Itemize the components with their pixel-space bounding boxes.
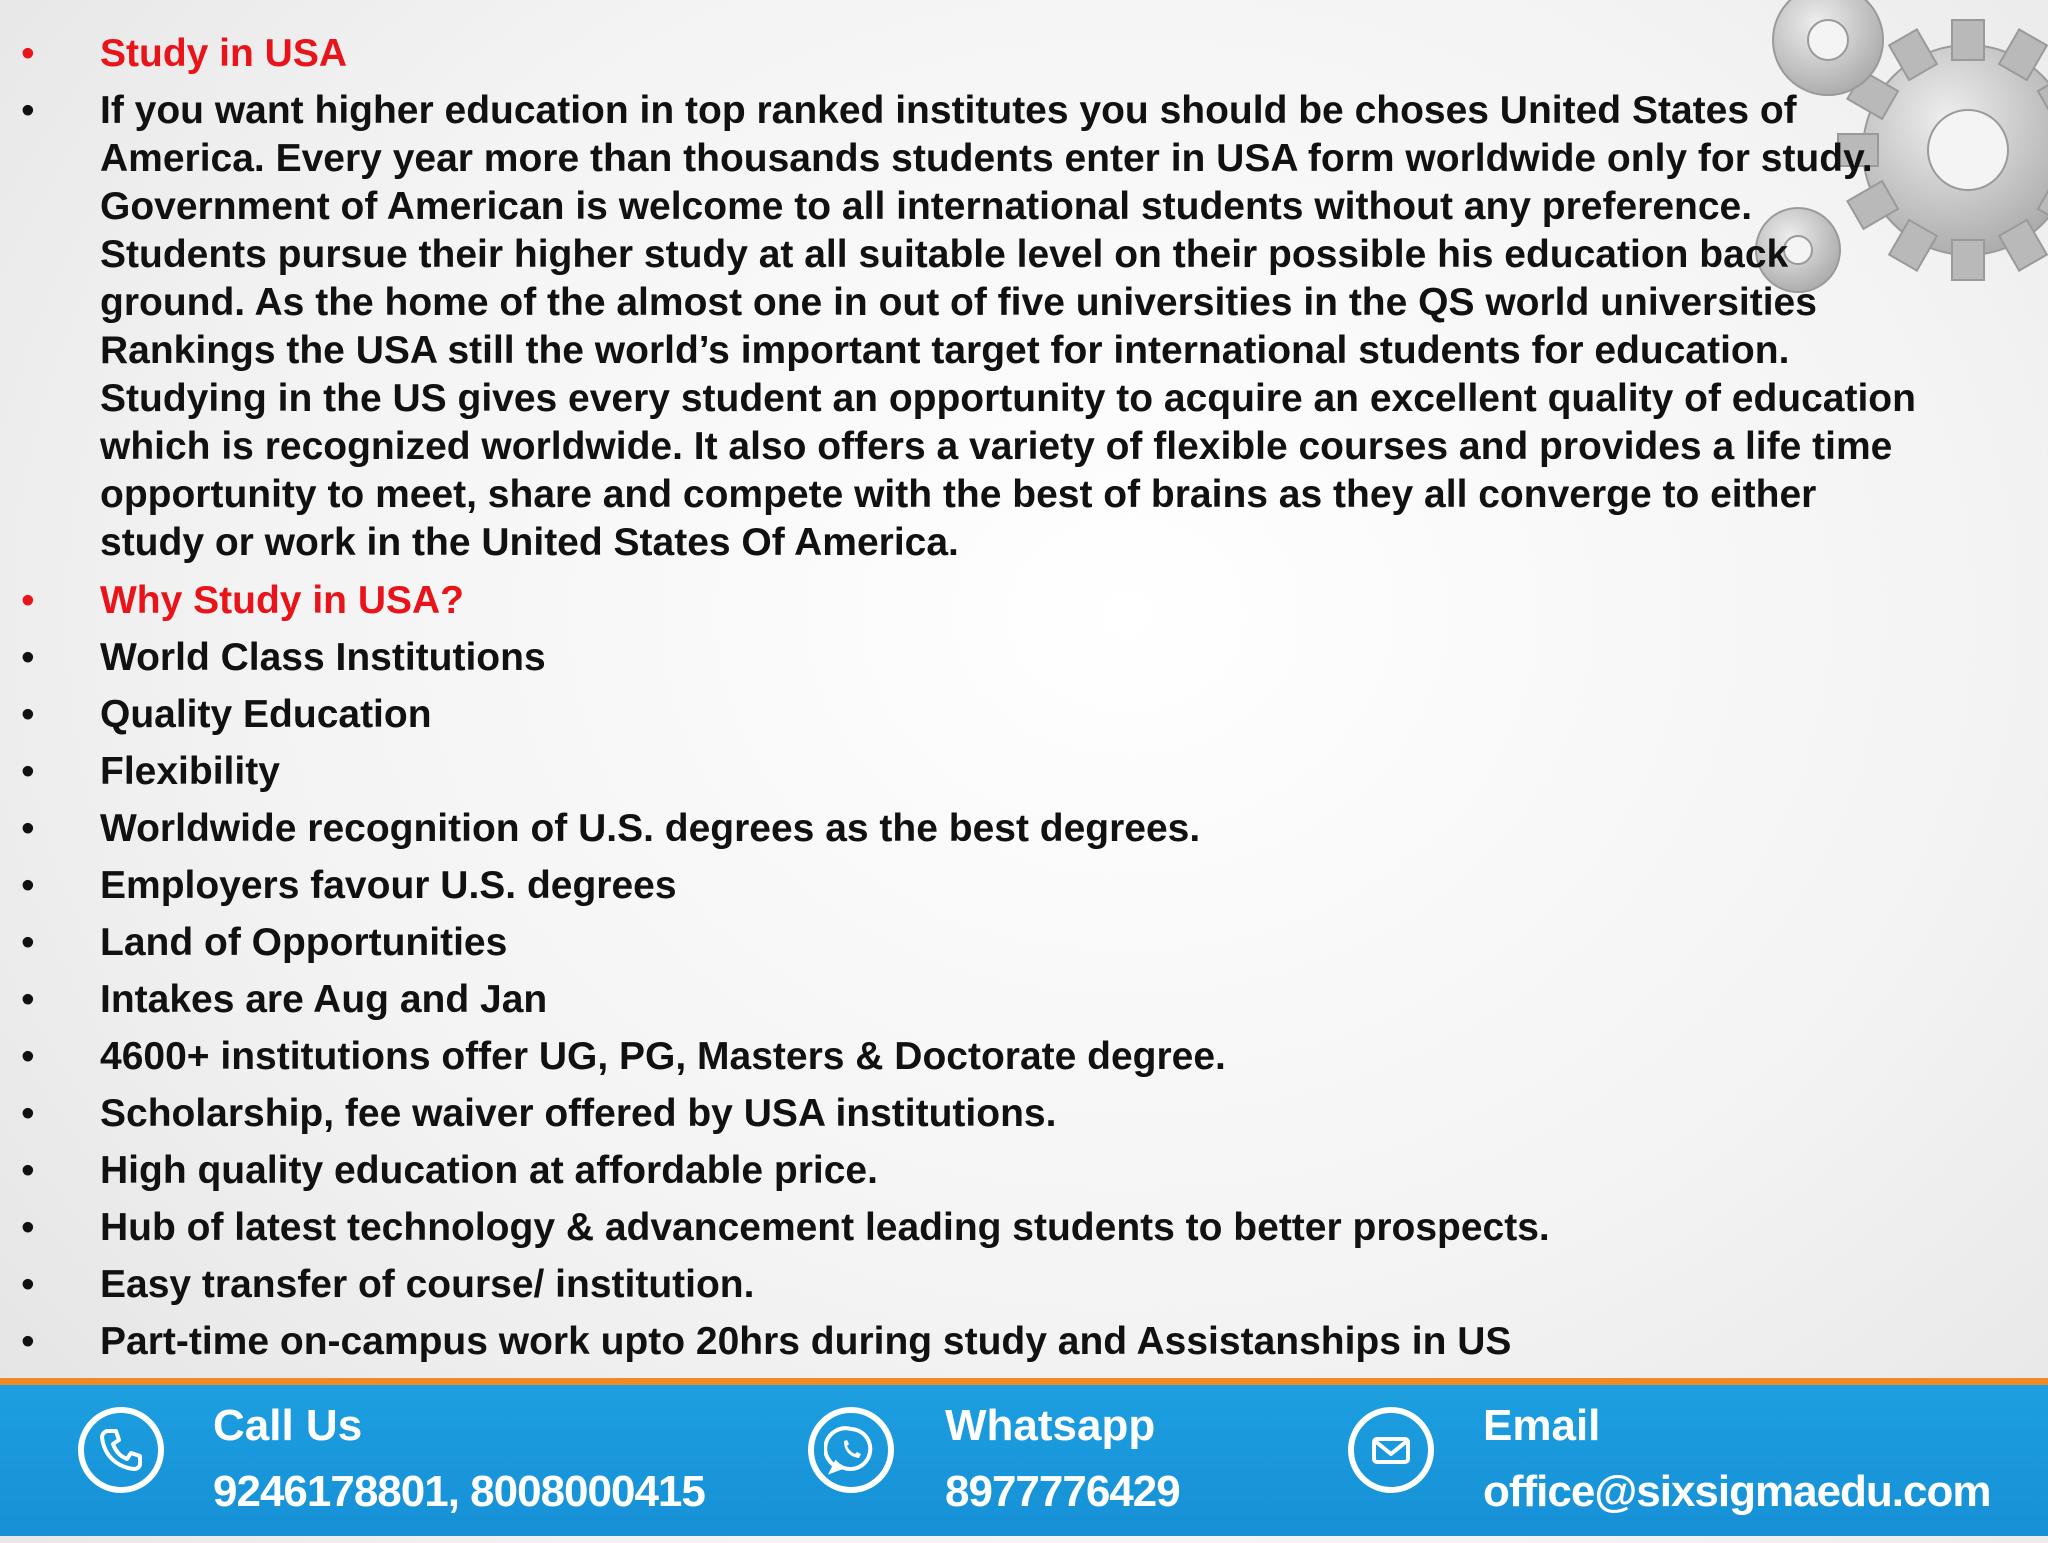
list-item: • Hub of latest technology & advancement leading students to better prospects. — [0, 1204, 1920, 1252]
list-item: • High quality education at affordable price. — [0, 1147, 1920, 1195]
list-item: • Quality Education — [0, 691, 1920, 739]
phone-icon — [78, 1407, 164, 1493]
list-item: • 4600+ institutions offer UG, PG, Masters & Doctorate degree. — [0, 1033, 1920, 1081]
list-item: • Flexibility — [0, 748, 1920, 796]
intro-paragraph: • If you want higher education in top ranked institutes you should be choses United States of America. Every year more than thousands students enter in USA form worldwide only for study. Government of American is welcome to all international students without any preference. Students pursue their higher study at all suitable level on their possible his education back ground. As the home of the almost one in out of five universities in the QS world universities Rankings the USA still the world’s important target for international students for education. Studying in the US gives every student an opportunity to acquire an excellent quality of education which is recognized worldwide. It also offers a variety of flexible courses and provides a life time opportunity to meet, share and compete with the best of brains as they all converge to either study or work in the United States Of America. — [0, 87, 1920, 567]
section-heading: • Study in USA — [0, 30, 1920, 78]
email-address[interactable]: office@sixsigmaedu.com — [1483, 1467, 1991, 1516]
list-item: • Intakes are Aug and Jan — [0, 976, 1920, 1024]
list-item: • Employers favour U.S. degrees — [0, 862, 1920, 910]
list-item: • Easy transfer of course/ institution. — [0, 1261, 1920, 1309]
whatsapp-icon — [808, 1407, 894, 1493]
list-item: • Scholarship, fee waiver offered by USA institutions. — [0, 1090, 1920, 1138]
list-item: • World Class Institutions — [0, 634, 1920, 682]
call-numbers[interactable]: 9246178801, 8008000415 — [213, 1467, 705, 1516]
section-heading: • Why Study in USA? — [0, 577, 1920, 625]
list-item: • Land of Opportunities — [0, 919, 1920, 967]
call-label: Call Us — [213, 1401, 363, 1450]
envelope-icon — [1348, 1407, 1434, 1493]
list-item: • Worldwide recognition of U.S. degrees as the best degrees. — [0, 805, 1920, 853]
email-label: Email — [1483, 1401, 1601, 1450]
list-item: • Part-time on-campus work upto 20hrs during study and Assistanships in US — [0, 1318, 1920, 1366]
contact-footer — [0, 1378, 2048, 1536]
whatsapp-label: Whatsapp — [945, 1401, 1156, 1450]
whatsapp-number[interactable]: 8977776429 — [945, 1467, 1180, 1516]
bullet-list — [0, 30, 1920, 1375]
